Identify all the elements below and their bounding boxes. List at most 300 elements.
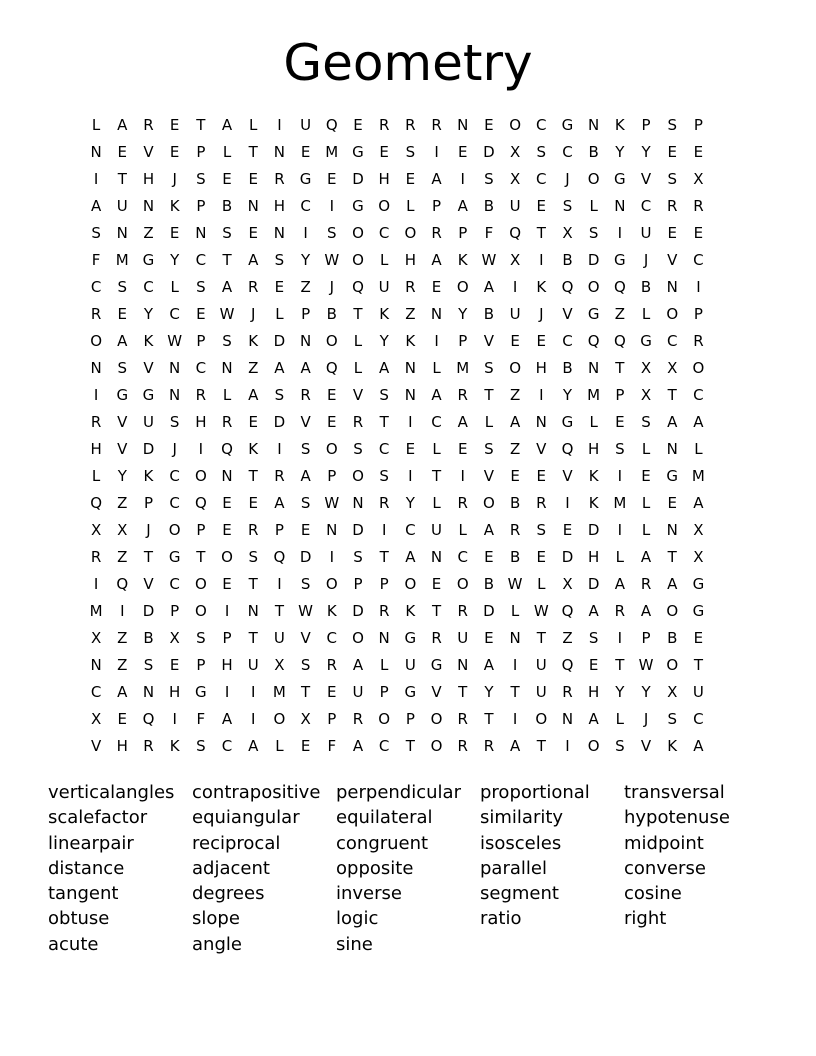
- grid-letter[interactable]: C: [562, 332, 573, 350]
- grid-letter[interactable]: S: [300, 575, 311, 593]
- grid-letter[interactable]: E: [588, 656, 599, 674]
- grid-letter[interactable]: O: [430, 710, 443, 728]
- grid-letter[interactable]: P: [458, 332, 468, 350]
- grid-letter[interactable]: L: [537, 575, 546, 593]
- grid-letter[interactable]: V: [536, 440, 547, 458]
- grid-letter[interactable]: E: [222, 575, 232, 593]
- grid-letter[interactable]: S: [248, 548, 258, 566]
- grid-letter[interactable]: D: [273, 413, 286, 431]
- grid-letter[interactable]: T: [615, 359, 625, 377]
- grid-letter[interactable]: I: [251, 683, 256, 701]
- grid-letter[interactable]: P: [379, 683, 389, 701]
- grid-letter[interactable]: O: [352, 629, 364, 647]
- grid-letter[interactable]: L: [91, 116, 101, 134]
- grid-letter[interactable]: H: [221, 656, 233, 674]
- grid-letter[interactable]: I: [329, 197, 334, 215]
- grid-letter[interactable]: H: [378, 170, 390, 188]
- grid-letter[interactable]: Y: [458, 305, 468, 323]
- grid-letter[interactable]: O: [352, 467, 364, 485]
- grid-letter[interactable]: V: [562, 305, 573, 323]
- grid-letter[interactable]: N: [90, 359, 102, 377]
- grid-letter[interactable]: W: [533, 602, 549, 620]
- grid-letter[interactable]: O: [325, 332, 338, 350]
- grid-letter[interactable]: S: [562, 197, 573, 215]
- grid-letter[interactable]: B: [483, 197, 495, 215]
- grid-letter[interactable]: L: [379, 656, 389, 674]
- grid-letter[interactable]: U: [692, 683, 704, 701]
- grid-letter[interactable]: C: [457, 548, 468, 566]
- grid-letter[interactable]: P: [196, 521, 206, 539]
- grid-letter[interactable]: K: [457, 251, 468, 269]
- grid-letter[interactable]: G: [352, 197, 364, 215]
- grid-letter[interactable]: A: [221, 710, 233, 728]
- grid-letter[interactable]: X: [509, 251, 521, 269]
- grid-letter[interactable]: P: [693, 116, 703, 134]
- grid-letter[interactable]: U: [431, 521, 443, 539]
- grid-letter[interactable]: W: [324, 494, 340, 512]
- grid-letter[interactable]: D: [483, 143, 495, 161]
- grid-letter[interactable]: K: [143, 467, 154, 485]
- grid-letter[interactable]: L: [432, 359, 441, 377]
- grid-letter[interactable]: W: [481, 251, 497, 269]
- grid-letter[interactable]: T: [248, 575, 258, 593]
- grid-letter[interactable]: L: [353, 359, 363, 377]
- grid-letter[interactable]: I: [224, 683, 230, 701]
- grid-letter[interactable]: P: [432, 197, 442, 215]
- grid-letter[interactable]: D: [587, 575, 600, 593]
- grid-letter[interactable]: I: [696, 278, 701, 296]
- grid-letter[interactable]: D: [299, 548, 312, 566]
- grid-letter[interactable]: A: [693, 413, 704, 431]
- grid-letter[interactable]: P: [143, 494, 153, 512]
- grid-letter[interactable]: Q: [561, 602, 574, 620]
- grid-letter[interactable]: E: [457, 440, 468, 458]
- grid-letter[interactable]: P: [615, 386, 625, 404]
- grid-letter[interactable]: A: [117, 683, 128, 701]
- grid-letter[interactable]: R: [143, 737, 154, 755]
- grid-letter[interactable]: C: [378, 440, 390, 458]
- grid-letter[interactable]: O: [587, 278, 600, 296]
- grid-letter[interactable]: V: [640, 737, 652, 755]
- grid-letter[interactable]: T: [510, 683, 520, 701]
- grid-letter[interactable]: R: [248, 521, 259, 539]
- grid-letter[interactable]: L: [641, 440, 651, 458]
- grid-letter[interactable]: C: [195, 251, 207, 269]
- grid-letter[interactable]: E: [222, 521, 232, 539]
- grid-letter[interactable]: Y: [117, 467, 127, 485]
- grid-letter[interactable]: V: [483, 467, 495, 485]
- grid-letter[interactable]: E: [248, 494, 258, 512]
- grid-letter[interactable]: P: [196, 332, 206, 350]
- grid-letter[interactable]: S: [379, 386, 389, 404]
- grid-letter[interactable]: E: [510, 467, 520, 485]
- grid-letter[interactable]: R: [431, 116, 442, 134]
- grid-letter[interactable]: L: [589, 413, 598, 431]
- grid-letter[interactable]: X: [90, 710, 102, 728]
- grid-letter[interactable]: I: [120, 602, 125, 620]
- grid-letter[interactable]: N: [169, 359, 181, 377]
- grid-letter[interactable]: K: [614, 116, 625, 134]
- grid-letter[interactable]: N: [299, 332, 312, 350]
- grid-letter[interactable]: S: [274, 386, 285, 404]
- grid-letter[interactable]: S: [667, 170, 677, 188]
- grid-letter[interactable]: P: [458, 224, 468, 242]
- grid-letter[interactable]: U: [535, 656, 547, 674]
- grid-letter[interactable]: Y: [484, 683, 494, 701]
- grid-letter[interactable]: B: [640, 278, 652, 296]
- grid-letter[interactable]: D: [352, 602, 364, 620]
- grid-letter[interactable]: Q: [561, 278, 574, 296]
- grid-letter[interactable]: O: [587, 737, 600, 755]
- grid-letter[interactable]: A: [614, 575, 625, 593]
- grid-letter[interactable]: V: [143, 359, 154, 377]
- grid-letter[interactable]: S: [484, 170, 494, 188]
- grid-letter[interactable]: H: [142, 170, 155, 188]
- grid-letter[interactable]: X: [509, 170, 521, 188]
- grid-letter[interactable]: G: [404, 683, 417, 701]
- grid-letter[interactable]: O: [325, 440, 338, 458]
- grid-letter[interactable]: C: [143, 278, 154, 296]
- grid-letter[interactable]: Q: [561, 440, 574, 458]
- grid-letter[interactable]: I: [277, 575, 282, 593]
- grid-letter[interactable]: O: [666, 602, 679, 620]
- grid-letter[interactable]: F: [327, 737, 337, 755]
- grid-letter[interactable]: M: [587, 386, 601, 404]
- grid-letter[interactable]: B: [143, 629, 154, 647]
- grid-letter[interactable]: O: [194, 575, 207, 593]
- grid-letter[interactable]: M: [456, 359, 470, 377]
- grid-letter[interactable]: V: [352, 386, 364, 404]
- grid-letter[interactable]: R: [90, 305, 102, 323]
- grid-letter[interactable]: T: [379, 548, 389, 566]
- grid-letter[interactable]: H: [588, 440, 600, 458]
- grid-letter[interactable]: E: [667, 494, 677, 512]
- grid-letter[interactable]: O: [456, 278, 469, 296]
- grid-letter[interactable]: V: [667, 251, 678, 269]
- grid-letter[interactable]: N: [535, 413, 547, 431]
- grid-letter[interactable]: G: [404, 629, 417, 647]
- grid-letter[interactable]: V: [431, 683, 442, 701]
- grid-letter[interactable]: T: [667, 386, 677, 404]
- grid-letter[interactable]: S: [615, 440, 625, 458]
- grid-letter[interactable]: W: [324, 251, 340, 269]
- grid-letter[interactable]: E: [117, 305, 128, 323]
- grid-letter[interactable]: F: [91, 251, 101, 269]
- grid-letter[interactable]: S: [196, 170, 206, 188]
- grid-letter[interactable]: G: [561, 116, 574, 134]
- grid-letter[interactable]: C: [693, 251, 704, 269]
- grid-letter[interactable]: G: [142, 386, 155, 404]
- grid-letter[interactable]: R: [693, 332, 704, 350]
- grid-letter[interactable]: L: [589, 197, 598, 215]
- grid-letter[interactable]: E: [169, 116, 180, 134]
- grid-letter[interactable]: L: [694, 440, 703, 458]
- grid-letter[interactable]: O: [587, 170, 600, 188]
- grid-letter[interactable]: R: [274, 467, 285, 485]
- grid-letter[interactable]: S: [117, 278, 128, 296]
- grid-letter[interactable]: R: [614, 602, 626, 620]
- grid-letter[interactable]: A: [431, 386, 442, 404]
- grid-letter[interactable]: O: [666, 305, 679, 323]
- grid-letter[interactable]: R: [300, 386, 311, 404]
- grid-letter[interactable]: E: [248, 170, 258, 188]
- grid-letter[interactable]: T: [667, 548, 677, 566]
- grid-letter[interactable]: R: [457, 737, 468, 755]
- grid-letter[interactable]: S: [536, 143, 547, 161]
- grid-letter[interactable]: Z: [405, 305, 416, 323]
- grid-letter[interactable]: E: [484, 116, 494, 134]
- grid-letter[interactable]: N: [195, 224, 207, 242]
- grid-letter[interactable]: P: [196, 197, 206, 215]
- grid-letter[interactable]: H: [169, 683, 181, 701]
- grid-letter[interactable]: O: [456, 575, 469, 593]
- grid-letter[interactable]: E: [536, 548, 547, 566]
- grid-letter[interactable]: Z: [509, 440, 521, 458]
- grid-letter[interactable]: I: [408, 467, 413, 485]
- grid-letter[interactable]: S: [117, 359, 128, 377]
- grid-letter[interactable]: T: [274, 602, 284, 620]
- grid-letter[interactable]: L: [249, 116, 258, 134]
- grid-letter[interactable]: U: [457, 629, 469, 647]
- grid-letter[interactable]: U: [378, 278, 390, 296]
- grid-letter[interactable]: H: [273, 197, 286, 215]
- grid-letter[interactable]: I: [93, 575, 99, 593]
- grid-letter[interactable]: Y: [379, 332, 389, 350]
- grid-letter[interactable]: Y: [562, 386, 573, 404]
- grid-letter[interactable]: T: [379, 413, 389, 431]
- grid-letter[interactable]: H: [588, 683, 600, 701]
- grid-letter[interactable]: A: [431, 251, 442, 269]
- grid-letter[interactable]: O: [221, 548, 233, 566]
- grid-letter[interactable]: M: [272, 683, 286, 701]
- grid-letter[interactable]: A: [640, 602, 652, 620]
- grid-letter[interactable]: D: [483, 602, 495, 620]
- grid-letter[interactable]: E: [431, 278, 442, 296]
- grid-letter[interactable]: E: [169, 143, 180, 161]
- grid-letter[interactable]: J: [172, 170, 177, 188]
- grid-letter[interactable]: R: [405, 116, 416, 134]
- grid-letter[interactable]: P: [222, 629, 232, 647]
- grid-letter[interactable]: N: [142, 197, 155, 215]
- grid-letter[interactable]: I: [539, 251, 544, 269]
- grid-letter[interactable]: N: [273, 143, 286, 161]
- grid-letter[interactable]: N: [666, 278, 678, 296]
- grid-letter[interactable]: T: [484, 386, 494, 404]
- grid-letter[interactable]: E: [536, 332, 547, 350]
- grid-letter[interactable]: G: [614, 251, 626, 269]
- grid-letter[interactable]: A: [405, 548, 416, 566]
- grid-letter[interactable]: Z: [509, 386, 521, 404]
- grid-letter[interactable]: Y: [641, 143, 651, 161]
- grid-letter[interactable]: O: [404, 575, 417, 593]
- grid-letter[interactable]: K: [248, 440, 259, 458]
- grid-letter[interactable]: U: [535, 683, 547, 701]
- grid-letter[interactable]: B: [326, 305, 337, 323]
- grid-letter[interactable]: O: [194, 602, 207, 620]
- grid-letter[interactable]: N: [247, 197, 259, 215]
- grid-letter[interactable]: J: [146, 521, 151, 539]
- grid-letter[interactable]: I: [460, 170, 465, 188]
- grid-letter[interactable]: N: [116, 224, 128, 242]
- grid-letter[interactable]: A: [509, 413, 521, 431]
- grid-letter[interactable]: S: [143, 656, 154, 674]
- grid-letter[interactable]: R: [378, 116, 390, 134]
- grid-letter[interactable]: B: [588, 143, 599, 161]
- grid-letter[interactable]: E: [117, 143, 128, 161]
- grid-letter[interactable]: V: [640, 170, 652, 188]
- grid-letter[interactable]: P: [196, 143, 206, 161]
- grid-letter[interactable]: T: [536, 737, 546, 755]
- grid-letter[interactable]: C: [405, 521, 416, 539]
- grid-letter[interactable]: V: [143, 575, 154, 593]
- grid-letter[interactable]: N: [430, 548, 443, 566]
- grid-letter[interactable]: C: [431, 413, 442, 431]
- grid-letter[interactable]: N: [404, 359, 416, 377]
- grid-letter[interactable]: X: [693, 521, 704, 539]
- grid-letter[interactable]: R: [640, 575, 652, 593]
- grid-letter[interactable]: G: [692, 602, 705, 620]
- grid-letter[interactable]: I: [434, 332, 439, 350]
- grid-letter[interactable]: C: [693, 710, 704, 728]
- grid-letter[interactable]: A: [640, 548, 652, 566]
- grid-letter[interactable]: A: [117, 332, 128, 350]
- grid-letter[interactable]: N: [588, 116, 600, 134]
- grid-letter[interactable]: W: [298, 602, 314, 620]
- grid-letter[interactable]: O: [352, 224, 364, 242]
- grid-letter[interactable]: S: [536, 521, 547, 539]
- grid-letter[interactable]: R: [352, 710, 364, 728]
- grid-letter[interactable]: M: [691, 467, 705, 485]
- grid-letter[interactable]: C: [169, 575, 180, 593]
- grid-letter[interactable]: I: [512, 278, 518, 296]
- grid-letter[interactable]: E: [536, 467, 547, 485]
- grid-letter[interactable]: E: [693, 629, 704, 647]
- grid-letter[interactable]: C: [666, 332, 678, 350]
- grid-letter[interactable]: Z: [248, 359, 259, 377]
- grid-letter[interactable]: L: [432, 440, 441, 458]
- grid-letter[interactable]: L: [615, 710, 625, 728]
- grid-letter[interactable]: A: [274, 494, 285, 512]
- grid-letter[interactable]: J: [643, 251, 649, 269]
- grid-letter[interactable]: B: [509, 548, 521, 566]
- grid-letter[interactable]: I: [565, 737, 570, 755]
- grid-letter[interactable]: A: [457, 197, 468, 215]
- grid-letter[interactable]: H: [588, 548, 600, 566]
- grid-letter[interactable]: T: [405, 737, 415, 755]
- grid-letter[interactable]: E: [667, 143, 677, 161]
- grid-letter[interactable]: Q: [613, 278, 626, 296]
- grid-letter[interactable]: E: [222, 170, 232, 188]
- grid-letter[interactable]: I: [329, 548, 334, 566]
- grid-letter[interactable]: Q: [561, 656, 574, 674]
- grid-letter[interactable]: L: [170, 278, 179, 296]
- grid-letter[interactable]: Y: [301, 251, 311, 269]
- grid-letter[interactable]: R: [248, 278, 259, 296]
- grid-letter[interactable]: Y: [143, 305, 154, 323]
- grid-letter[interactable]: Z: [117, 629, 128, 647]
- grid-letter[interactable]: C: [169, 494, 180, 512]
- grid-letter[interactable]: Q: [116, 575, 129, 593]
- grid-letter[interactable]: L: [379, 251, 389, 269]
- grid-letter[interactable]: E: [248, 224, 258, 242]
- grid-letter[interactable]: A: [90, 197, 102, 215]
- grid-letter[interactable]: K: [143, 332, 154, 350]
- grid-letter[interactable]: V: [483, 332, 495, 350]
- grid-letter[interactable]: Z: [117, 548, 128, 566]
- grid-letter[interactable]: I: [172, 710, 177, 728]
- grid-letter[interactable]: R: [667, 197, 678, 215]
- grid-letter[interactable]: T: [431, 467, 442, 485]
- grid-letter[interactable]: A: [693, 737, 704, 755]
- grid-letter[interactable]: G: [587, 305, 600, 323]
- grid-letter[interactable]: X: [667, 359, 678, 377]
- grid-letter[interactable]: B: [667, 629, 678, 647]
- grid-letter[interactable]: N: [169, 386, 181, 404]
- grid-letter[interactable]: A: [300, 359, 311, 377]
- grid-letter[interactable]: J: [539, 305, 544, 323]
- grid-letter[interactable]: T: [536, 629, 546, 647]
- grid-letter[interactable]: H: [195, 413, 207, 431]
- grid-letter[interactable]: Z: [562, 629, 573, 647]
- grid-letter[interactable]: S: [196, 737, 206, 755]
- grid-letter[interactable]: E: [536, 197, 547, 215]
- grid-letter[interactable]: P: [196, 656, 206, 674]
- grid-letter[interactable]: Y: [615, 143, 625, 161]
- grid-letter[interactable]: C: [90, 683, 102, 701]
- grid-letter[interactable]: N: [457, 656, 469, 674]
- grid-letter[interactable]: G: [692, 575, 705, 593]
- grid-letter[interactable]: X: [274, 656, 285, 674]
- grid-letter[interactable]: E: [693, 143, 704, 161]
- grid-letter[interactable]: N: [666, 521, 678, 539]
- grid-letter[interactable]: L: [458, 521, 467, 539]
- grid-letter[interactable]: N: [90, 143, 102, 161]
- grid-letter[interactable]: L: [484, 413, 494, 431]
- grid-letter[interactable]: Z: [117, 656, 128, 674]
- grid-letter[interactable]: N: [378, 629, 390, 647]
- grid-letter[interactable]: E: [405, 170, 416, 188]
- grid-letter[interactable]: C: [169, 467, 180, 485]
- grid-letter[interactable]: E: [327, 413, 337, 431]
- grid-letter[interactable]: D: [142, 440, 155, 458]
- grid-letter[interactable]: A: [667, 413, 678, 431]
- grid-letter[interactable]: R: [221, 413, 233, 431]
- grid-letter[interactable]: N: [614, 197, 626, 215]
- grid-letter[interactable]: A: [457, 413, 468, 431]
- grid-letter[interactable]: G: [640, 332, 652, 350]
- grid-letter[interactable]: B: [562, 251, 573, 269]
- grid-letter[interactable]: Q: [325, 359, 338, 377]
- grid-letter[interactable]: J: [643, 710, 649, 728]
- grid-letter[interactable]: R: [90, 548, 102, 566]
- grid-letter[interactable]: A: [300, 467, 311, 485]
- grid-letter[interactable]: D: [273, 332, 286, 350]
- grid-letter[interactable]: M: [89, 602, 103, 620]
- grid-letter[interactable]: C: [90, 278, 102, 296]
- grid-letter[interactable]: A: [274, 359, 285, 377]
- grid-letter[interactable]: E: [667, 224, 677, 242]
- grid-letter[interactable]: P: [405, 710, 415, 728]
- grid-letter[interactable]: P: [301, 305, 311, 323]
- grid-letter[interactable]: Y: [615, 683, 625, 701]
- grid-letter[interactable]: T: [117, 170, 127, 188]
- grid-letter[interactable]: N: [221, 467, 233, 485]
- grid-letter[interactable]: I: [277, 116, 282, 134]
- grid-letter[interactable]: G: [299, 170, 312, 188]
- grid-letter[interactable]: K: [248, 332, 259, 350]
- grid-letter[interactable]: K: [667, 737, 678, 755]
- grid-letter[interactable]: E: [169, 656, 180, 674]
